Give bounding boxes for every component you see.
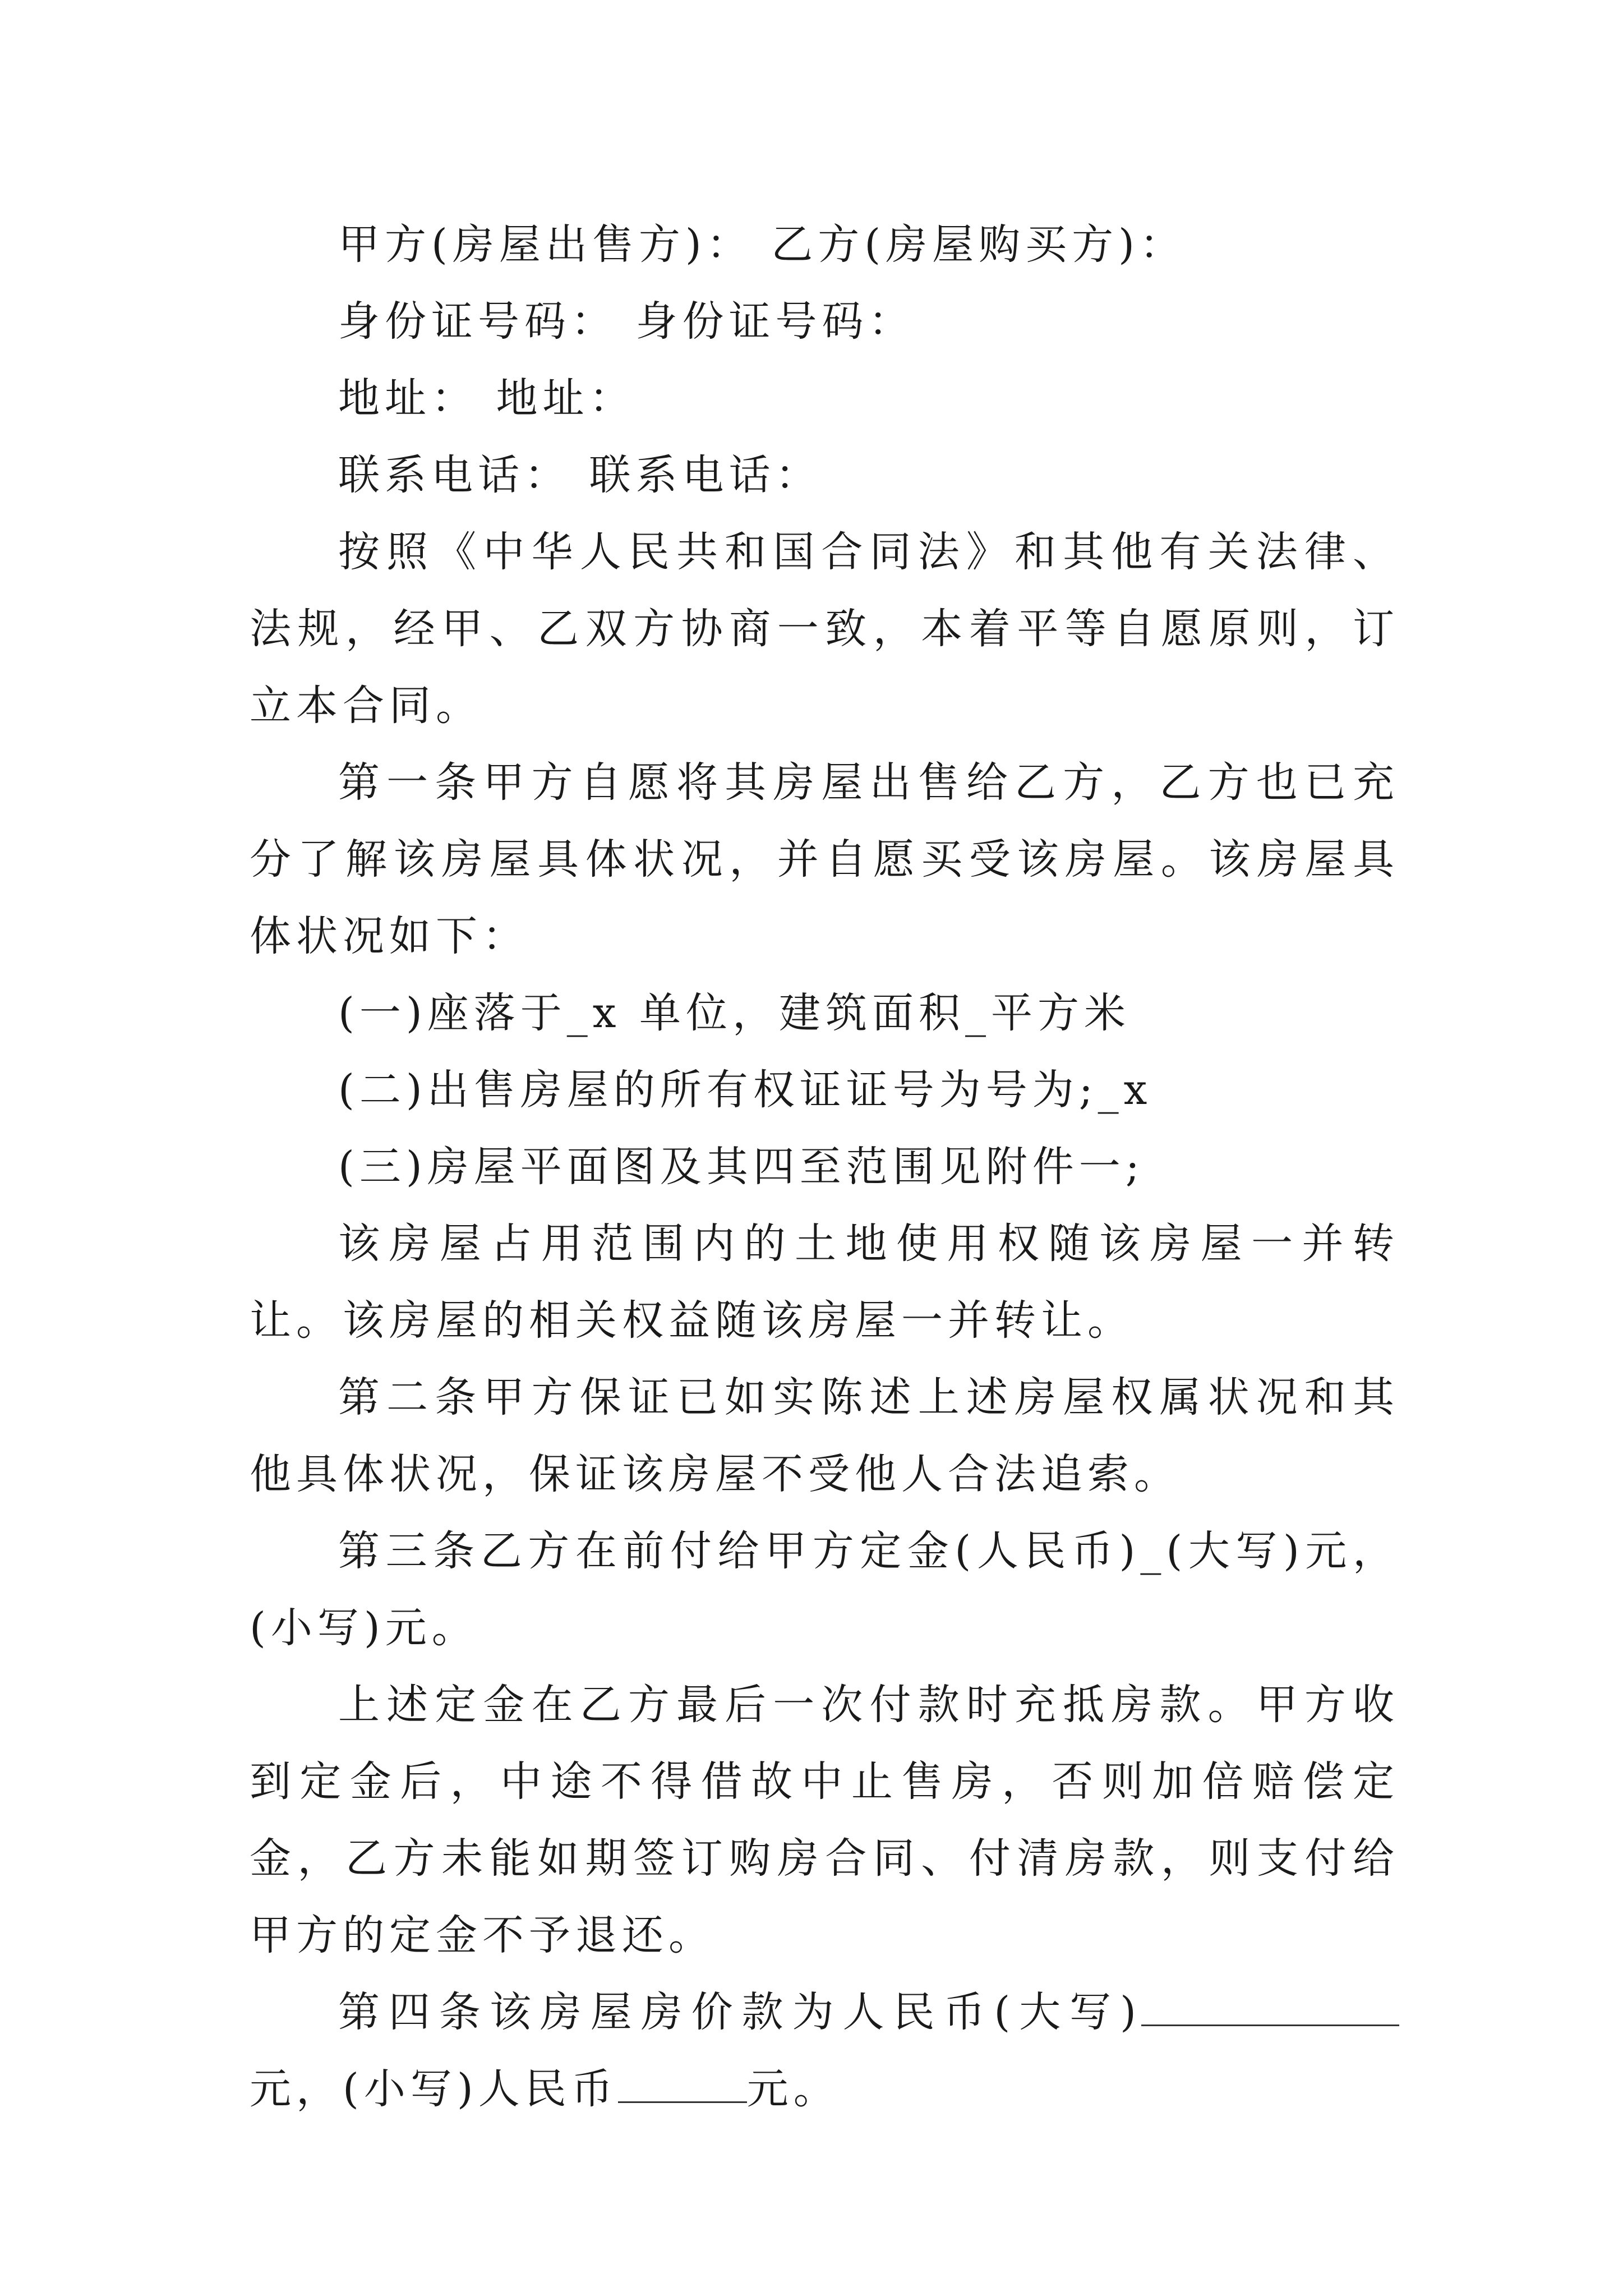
item-3-floor-plan: (三)房屋平面图及其四至范围见附件一; bbox=[338, 1143, 1145, 1191]
deposit-terms-paragraph: 上述定金在乙方最后一次付款时充抵房款。甲方收到定金后，中途不得借故中止售房，否则加倍赔偿定金，乙方未能如期签订购房合同、付清房款，则支付给甲方的定金不予退还。 bbox=[250, 1681, 1399, 1959]
preamble-paragraph: 按照《中华人民共和国合同法》和其他有关法律、法规，经甲、乙双方协商一致，本着平等自愿原则，订立本合同。 bbox=[250, 528, 1399, 730]
article-3-paragraph: 第三条乙方在前付给甲方定金(人民币)_(大写)元，(小写)元。 bbox=[250, 1527, 1399, 1652]
article-4-text-3: 元。 bbox=[746, 2065, 840, 2113]
party-line: 甲方(房屋出售方)： 乙方(房屋购买方)： bbox=[338, 220, 1187, 269]
land-rights-paragraph: 该房屋占用范围内的土地使用权随该房屋一并转让。该房屋的相关权益随该房屋一并转让。 bbox=[250, 1220, 1399, 1345]
article-4-text-1: 第四条该房屋房价款为人民币(大写) bbox=[338, 1988, 1141, 2036]
id-number-line: 身份证号码： 身份证号码： bbox=[338, 297, 915, 346]
price-uppercase-blank[interactable] bbox=[1141, 1990, 1399, 2026]
phone-line: 联系电话： 联系电话： bbox=[338, 451, 822, 499]
article-2-paragraph: 第二条甲方保证已如实陈述上述房屋权属状况和其他具体状况，保证该房屋不受他人合法追索。 bbox=[250, 1373, 1399, 1498]
contract-body bbox=[250, 206, 1399, 2128]
item-1-location: (一)座落于_x 单位，建筑面积_平方米 bbox=[338, 989, 1131, 1037]
address-line: 地址： 地址： bbox=[338, 374, 636, 422]
article-4-text-2: 元，(小写)人民币 bbox=[250, 2065, 618, 2113]
item-2-certificate: (二)出售房屋的所有权证证号为号为;_x bbox=[338, 1066, 1152, 1114]
price-lowercase-blank[interactable] bbox=[618, 2067, 747, 2103]
article-1-paragraph: 第一条甲方自愿将其房屋出售给乙方，乙方也已充分了解该房屋具体状况，并自愿买受该房屋。该房屋具体状况如下： bbox=[250, 758, 1399, 960]
article-4-paragraph bbox=[250, 1974, 1399, 2128]
